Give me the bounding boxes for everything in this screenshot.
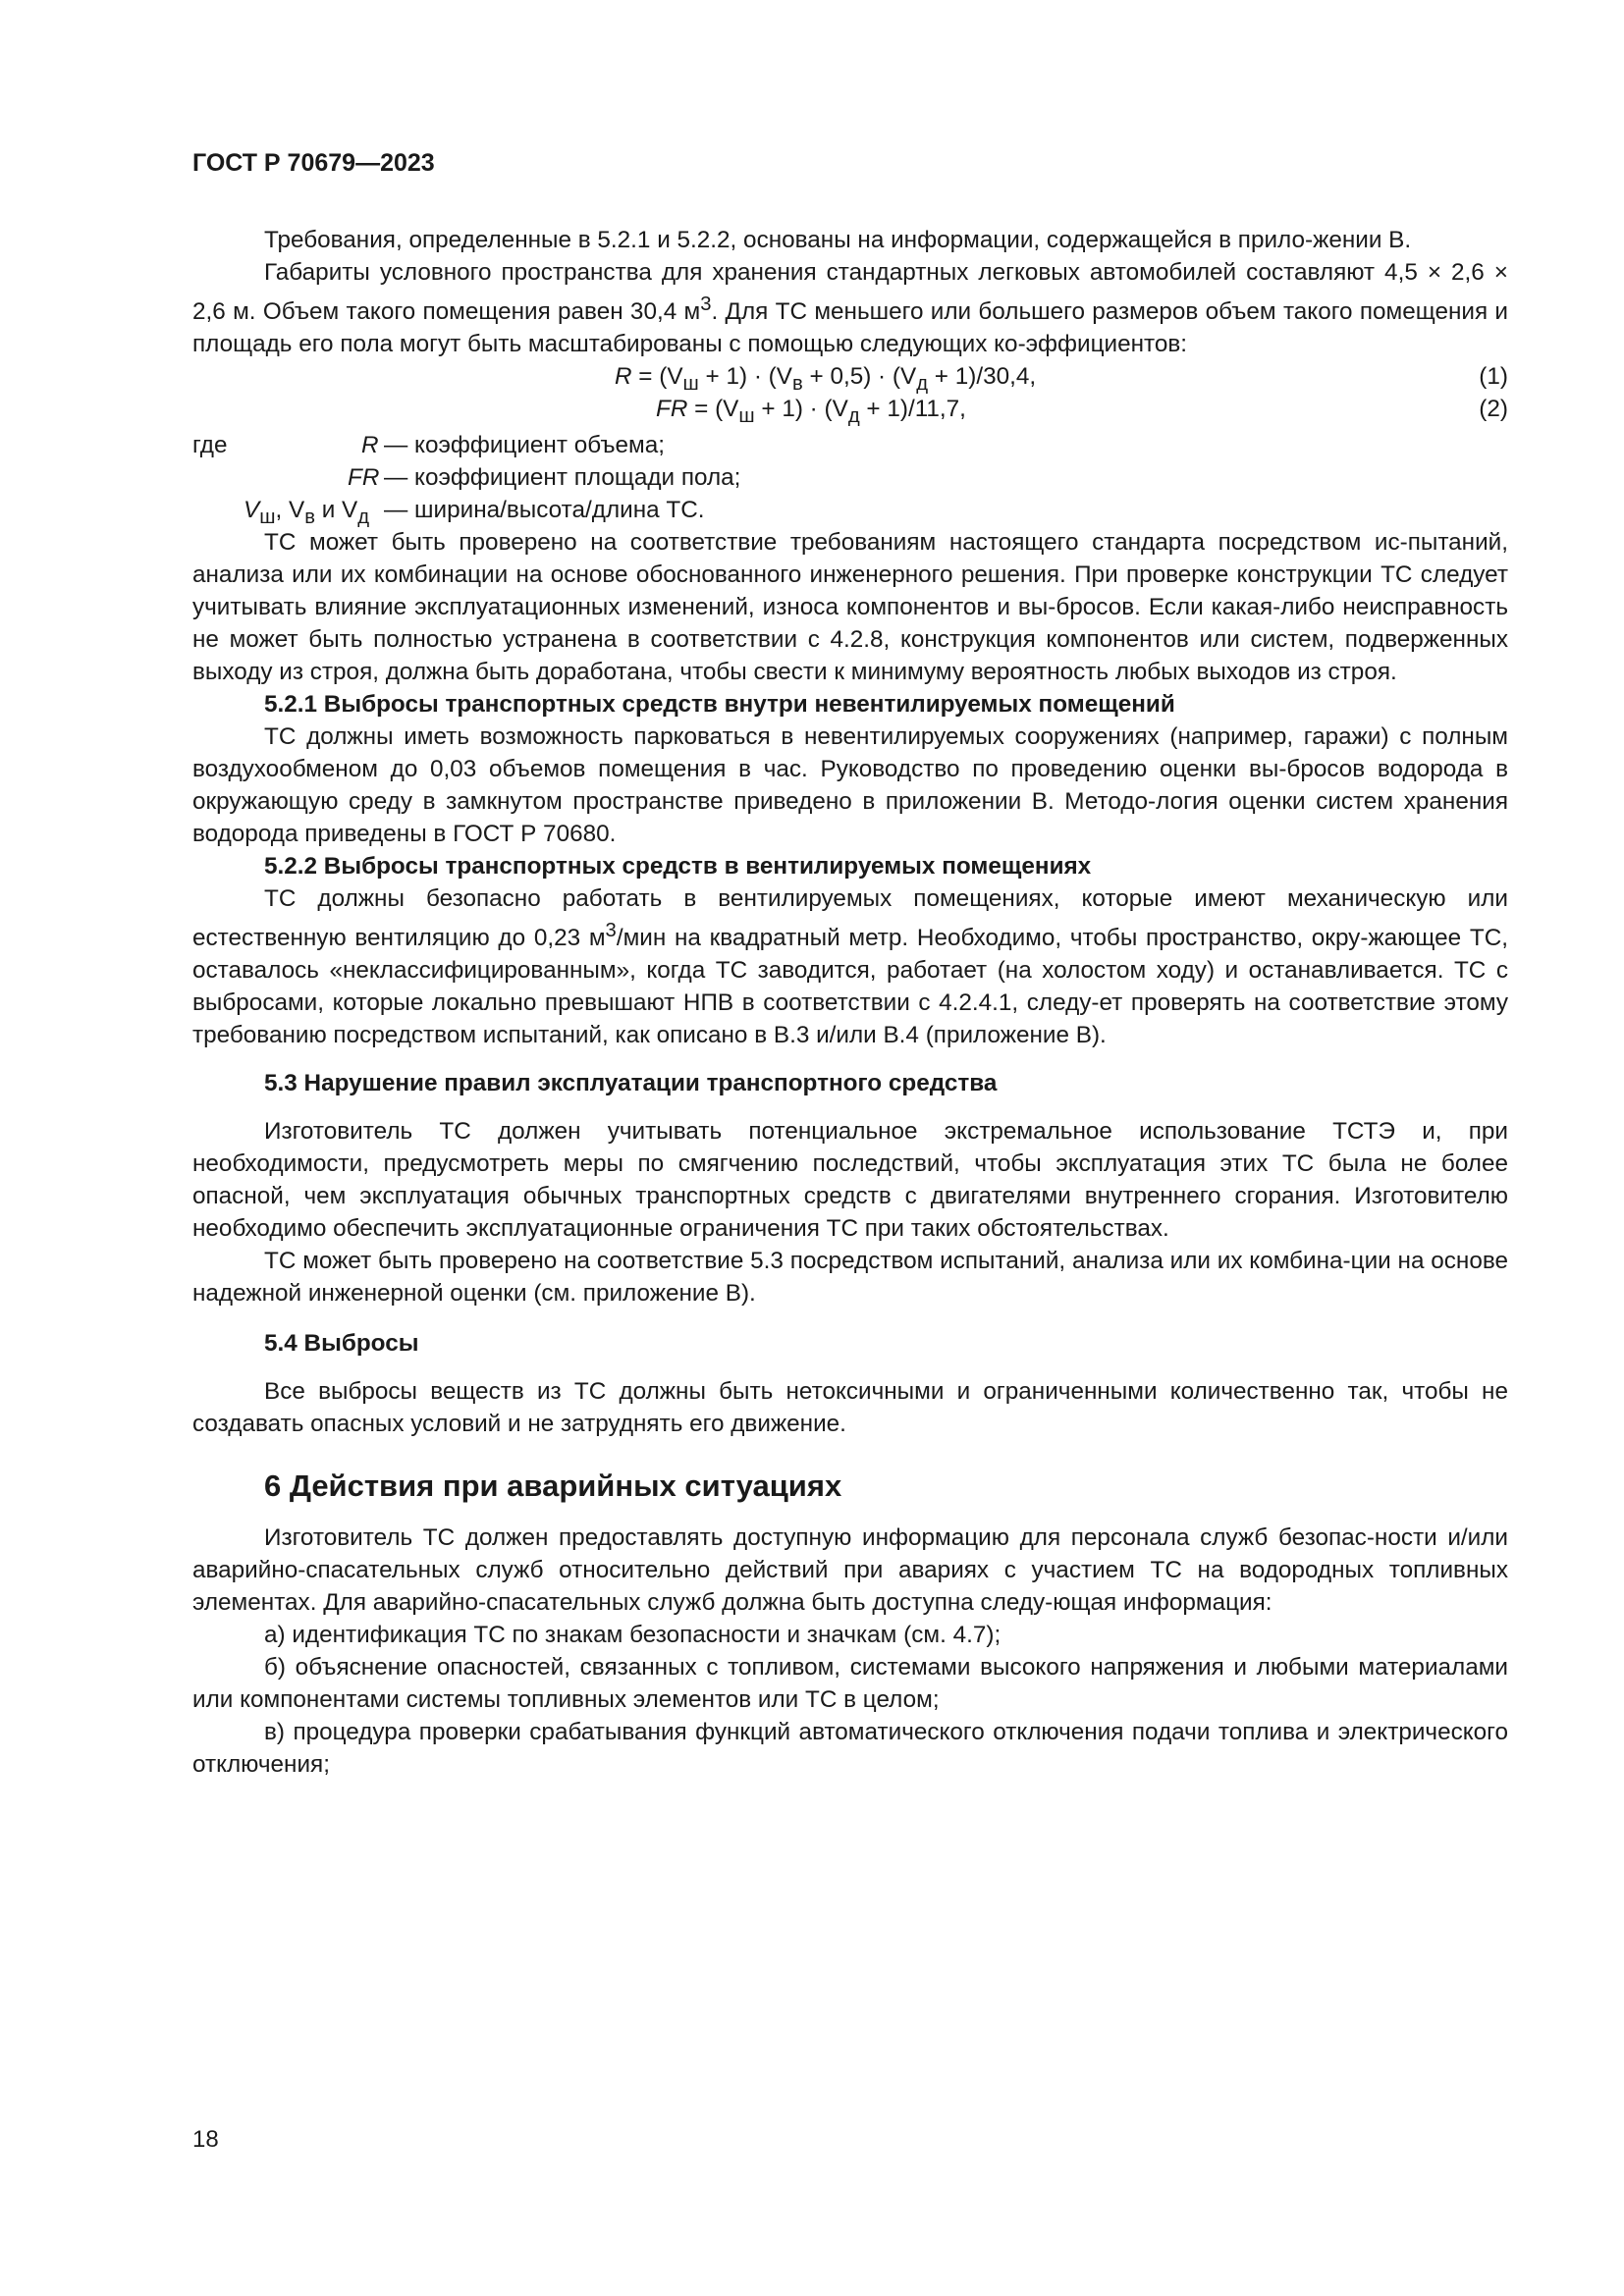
paragraph-text: Габариты условного пространства для хранения стандартных легковых автомобилей составляют 4,5 × 2,6 × 2,6 м. Объем такого помещения равен 30,4 м (192, 259, 1508, 326)
symbol-definition: — коэффициент объема; (384, 432, 665, 459)
formula-expression: FR = $(V_ш + 1) \cdot (V_д + 1)/11,7$, (656, 396, 966, 427)
paragraph: ТС должны безопасно работать в вентилируемых помещениях, которые имеют механическую или естественную вентиляцию до 0,23 $м^3$/мин на квадратный метр. Необходимо, чтобы пространство, окру-жающее ТС, оставалось «неклассифицированным», когда ТС заводится, работает (на холостом ходу) и останавливается. ТС с выбросами, которые локально превышают НПВ в соответствии с 4.2.4.1, следу-ет проверять на соответствие этому требованию посредством испытаний, как описано в В.3 и/или В.4 (приложение В). (192, 885, 1509, 1049)
document-header: ГОСТ Р 70679—2023 (192, 149, 435, 177)
formula-number: (1) (1479, 363, 1508, 391)
subsection-heading-5-2-2: 5.2.2 Выбросы транспортных средств в вентилируемых помещениях (264, 853, 1092, 881)
paragraph: Изготовитель ТС должен учитывать потенциальное экстремальное использование ТСТЭ и, при необходимости, предусмотреть меры по смягчению последствий, чтобы эксплуатация этих ТС была не более опасной, чем эксплуатация обычных транспортных средств с двигателями внутреннего сгорания. Изготовителю необходимо обеспечить эксплуатационные ограничения ТС при таких обстоятельствах. (192, 1118, 1508, 1243)
symbol-definition: — ширина/высота/длина ТС. (384, 497, 705, 524)
superscript: 3 (700, 294, 712, 315)
where-line-v (192, 494, 1508, 526)
formula-number: (2) (1479, 396, 1508, 423)
section-title-6: 6 Действия при аварийных ситуациях (264, 1468, 842, 1504)
formula-1 (192, 360, 1508, 393)
section-heading-5-3: 5.3 Нарушение правил эксплуатации транспортного средства (264, 1070, 998, 1097)
paragraph (192, 256, 1508, 360)
subsection-heading-5-2-1: 5.2.1 Выбросы транспортных средств внутри невентилируемых помещений (264, 691, 1175, 719)
page-number: 18 (192, 2126, 219, 2153)
symbol: FR (348, 464, 380, 492)
paragraph: ТС может быть проверено на соответствие требованиям настоящего стандарта посредством ис-пытаний, анализа или их комбинации на основе обоснованного инженерного решения. При проверке конструкции ТС следует учитывать влияние эксплуатационных изменений, износа компонентов и вы-бросов. Если какая-либо неисправность не может быть полностью устранена в соответствии с 4.2.8, конструкция компонентов или систем, подверженных выходу из строя, должна быть доработана, чтобы свести к минимуму вероятность любых выходов из строя. (192, 529, 1508, 686)
symbol-definition: — коэффициент площади пола; (384, 464, 741, 492)
where-label: где (192, 432, 228, 459)
symbol: R (361, 432, 379, 459)
list-item: б) объяснение опасностей, связанных с топливом, системами высокого напряжения и любыми материалами или компонентами системы топливных элементов или ТС в целом; (192, 1654, 1508, 1714)
symbol: $V_ш$, $V_в$ и $V_д$ (244, 497, 370, 528)
superscript: 3 (605, 920, 617, 942)
paragraph: ТС может быть проверено на соответствие 5.3 посредством испытаний, анализа или их комбина-ции на основе надежной инженерной оценки (см. приложение В). (192, 1248, 1508, 1308)
formula-2 (192, 393, 1508, 425)
document-body (192, 224, 1508, 1781)
paragraph: Изготовитель ТС должен предоставлять доступную информацию для персонала служб безопас-ности и/или аварийно-спасательных служб относительно действий при авариях с участием ТС на водородных топливных элементах. Для аварийно-спасательных служб должна быть доступна следу-ющая информация: (192, 1524, 1508, 1617)
paragraph-text: . Для ТС меньшего или большего размеров объем такого помещения и площадь его пола могут быть масштабированы с помощью следующих ко-эффициентов: (192, 298, 1509, 358)
where-line-r (192, 429, 1508, 461)
section-heading-5-4: 5.4 Выбросы (264, 1330, 419, 1358)
formula-expression: $R = (V_ш + 1) \cdot (V_в + 0,5) \cdot (V_д + 1)/30,4$, (615, 363, 1037, 395)
list-item: а) идентификация ТС по знакам безопасности и значкам (см. 4.7); (264, 1622, 1001, 1649)
paragraph: Требования, определенные в 5.2.1 и 5.2.2, основаны на информации, содержащейся в прило-жении В. (264, 227, 1412, 253)
where-line-fr (192, 461, 1508, 494)
paragraph: Все выбросы веществ из ТС должны быть нетоксичными и ограниченными количественно так, чтобы не создавать опасных условий и не затруднять его движение. (192, 1378, 1508, 1438)
list-item: в) процедура проверки срабатывания функций автоматического отключения подачи топлива и электрического отключения; (192, 1719, 1508, 1779)
paragraph: ТС должны иметь возможность парковаться в невентилируемых сооружениях (например, гаражи) с полным воздухообменом до 0,03 объемов помещения в час. Руководство по проведению оценки вы-бросов водорода в окружающую среду в замкнутом пространстве приведено в приложении В. Методо-логия оценки систем хранения водорода приведены в ГОСТ Р 70680. (192, 723, 1508, 848)
